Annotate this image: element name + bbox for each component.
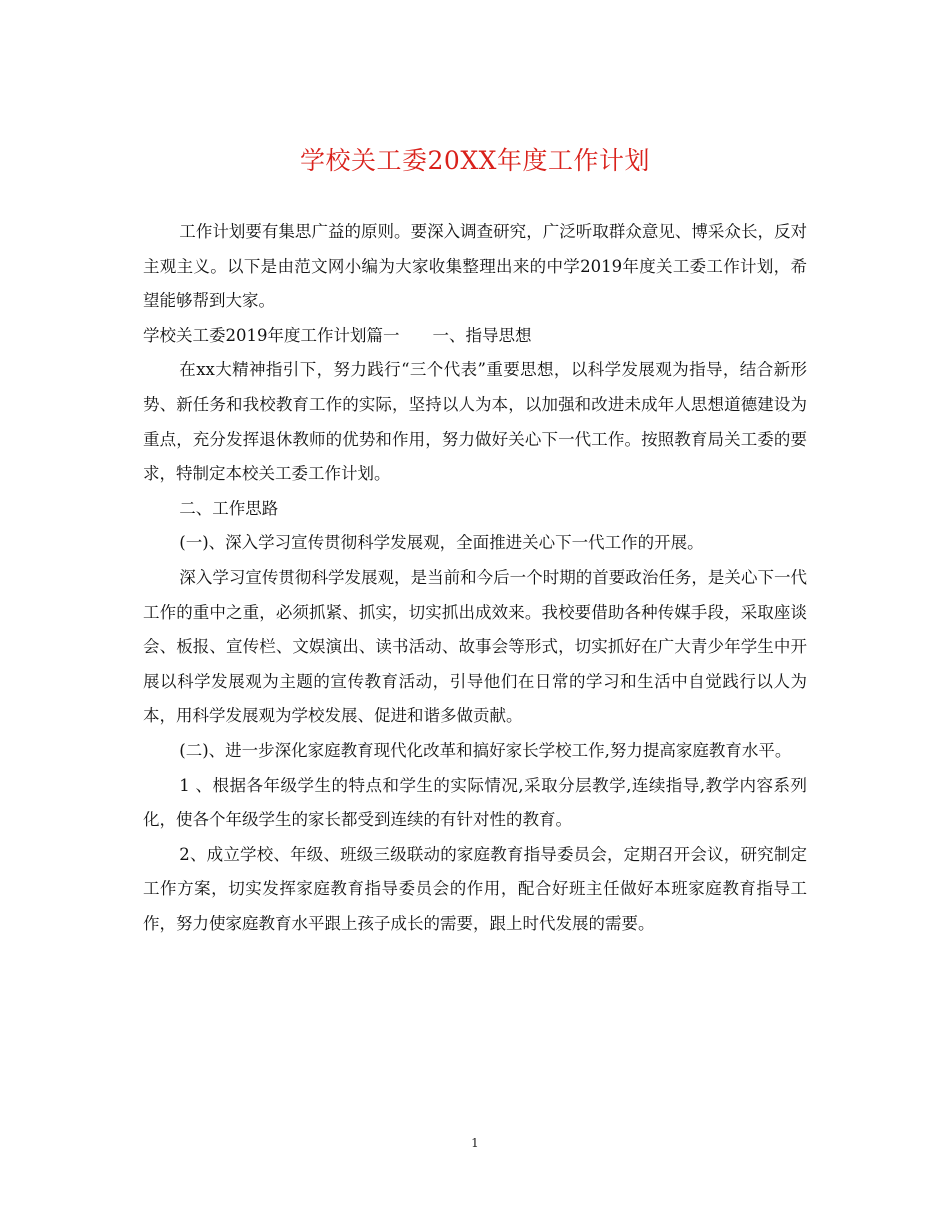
paragraph-subheading-two: (二)、进一步深化家庭教育现代化改革和搞好家长学校工作,努力提高家庭教育水平。: [179, 740, 792, 760]
paragraph-intro: 工作计划要有集思广益的原则。要深入调查研究，广泛听取群众意见、博采众长，反对主观主义。以下是由范文网小编为大家收集整理出来的中学2019年度关工委工作计划，希望能够帮到大家。: [143, 222, 807, 311]
paragraph-section-heading: 学校关工委2019年度工作计划篇一 一、指导思想: [143, 325, 532, 345]
paragraph-subheading-one: (一)、深入学习宣传贯彻科学发展观，全面推进关心下一代工作的开展。: [179, 533, 704, 553]
document-body: [143, 215, 807, 941]
page-number: 1: [471, 1136, 479, 1150]
document-title: 学校关工委20XX年度工作计划: [300, 146, 650, 175]
paragraph-study-outlook: 深入学习宣传贯彻科学发展观，是当前和今后一个时期的首要政治任务，是关心下一代工作的重中之重，必须抓紧、抓实，切实抓出成效来。我校要借助各种传媒手段，采取座谈会、板报、宣传栏、文娱演出、读书活动、故事会等形式，切实抓好在广大青少年学生中开展以科学发展观为主题的宣传教育活动，引导他们在日常的学习和生活中自觉践行以人为本，用科学发展观为学校发展、促进和谐多做贡献。: [143, 567, 807, 726]
paragraph-item-one: 1 、根据各年级学生的特点和学生的实际情况,采取分层教学,连续指导,教学内容系列化，使各个年级学生的家长都受到连续的有针对性的教育。: [143, 775, 807, 830]
paragraph-guiding-thought: 在xx大精神指引下，努力践行“三个代表”重要思想，以科学发展观为指导，结合新形势、新任务和我校教育工作的实际，坚持以人为本，以加强和改进未成年人思想道德建设为重点，充分发挥退休教师的优势和作用，努力做好关心下一代工作。按照教育局关工委的要求，特制定本校关工委工作计划。: [143, 360, 807, 484]
paragraph-heading-work-ideas: 二、工作思路: [179, 498, 279, 518]
paragraph-item-two: 2、成立学校、年级、班级三级联动的家庭教育指导委员会，定期召开会议，研究制定工作方案，切实发挥家庭教育指导委员会的作用，配合好班主任做好本班家庭教育指导工作，努力使家庭教育水平跟上孩子成长的需要，跟上时代发展的需要。: [143, 844, 807, 933]
